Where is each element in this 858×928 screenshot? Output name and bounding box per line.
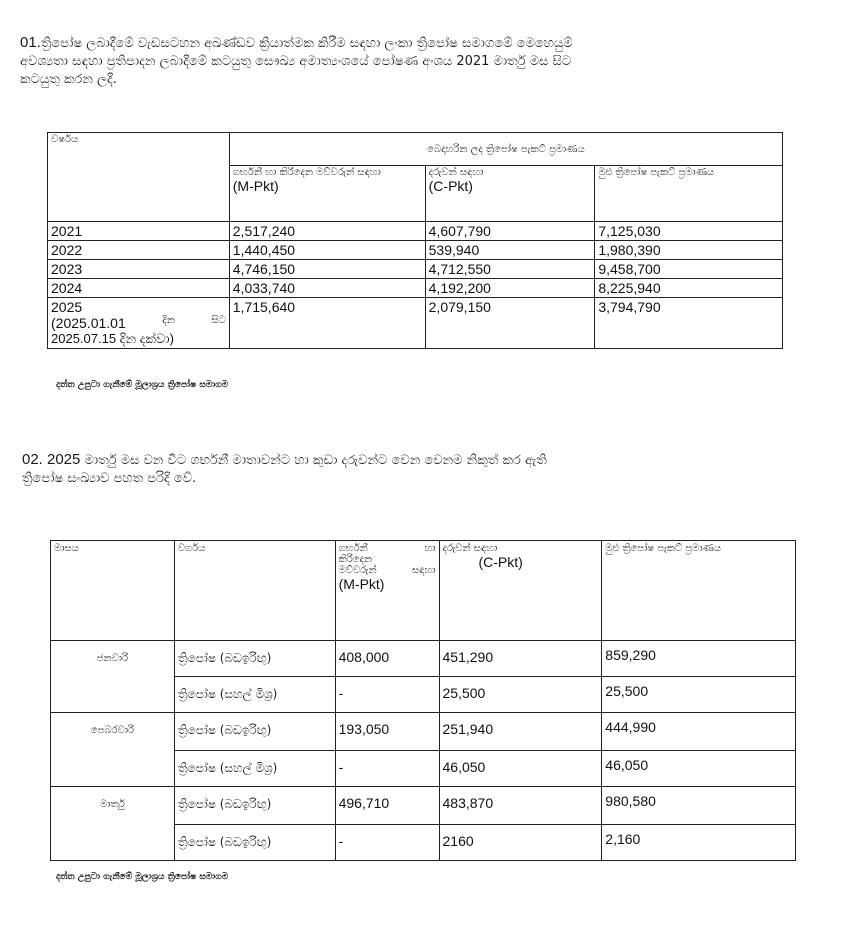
- header-m-pkt-line-1: [339, 543, 436, 554]
- cell-month: ජනවාරි: [51, 641, 175, 713]
- header-c-pkt-code: (C-Pkt): [428, 178, 473, 194]
- table-row: [48, 298, 783, 349]
- distribution-by-year-table: [47, 132, 783, 349]
- source-note-2: දත්ත උපුටා ගැනීමේ මූලාශ්‍රය ත්‍රිපෝෂ සමාගම: [56, 872, 229, 882]
- cell-m-pkt: 2,517,240: [229, 222, 425, 241]
- cell-type: ත්‍රිපෝෂ (බඩඉරිඟු): [174, 713, 335, 751]
- header-month: මාසය: [51, 541, 175, 641]
- cell-m-pkt: 496,710: [335, 787, 439, 825]
- cell-year: 2025: [51, 299, 83, 315]
- cell-m-pkt: 193,050: [335, 713, 439, 751]
- header-c-pkt: [439, 541, 602, 641]
- header-distributed-packets: බෙදාහරින ලද ත්‍රිපෝෂ පැකට් ප්‍රමාණය: [229, 133, 782, 166]
- cell-c-pkt: 4,607,790: [425, 222, 595, 241]
- table-row: [51, 713, 796, 751]
- cell-m-pkt: 4,746,150: [229, 260, 425, 279]
- range-start-date: (2025.01.01: [51, 315, 126, 331]
- cell-c-pkt: 46,050: [439, 751, 602, 787]
- header-year: වර්ෂය: [48, 133, 230, 222]
- cell-year-range-start: [51, 315, 226, 331]
- header-c-pkt-sinhala: දරුවන් සඳහා: [442, 543, 498, 554]
- section-2-year: 2025: [47, 451, 81, 468]
- cell-m-pkt: 4,033,740: [229, 279, 425, 298]
- header-c-pkt-code: (C-Pkt): [478, 554, 523, 570]
- section-2-text-line-2: ත්‍රිපෝෂ සංඛ්‍යාව පහත පරිදි වේ.: [22, 471, 197, 486]
- table-row: [48, 260, 783, 279]
- source-note-1: දත්ත උපුටා ගැනීමේ මූලාශ්‍රය ත්‍රිපෝෂ සමාගම: [56, 380, 229, 390]
- header-m-pkt: [229, 166, 425, 222]
- section-2-text-line-1: මාර්තු මස වන විට ගර්භනී මාතාවන්ට හා කුඩා දරුවන්ට වෙන වෙනම නිකුත් කර ඇති: [84, 453, 547, 468]
- cell-total: 1,980,390: [595, 241, 783, 260]
- header-m-word-4: මව්වරුන්: [338, 565, 377, 576]
- cell-c-pkt: 25,500: [439, 677, 602, 713]
- table-row: [51, 787, 796, 825]
- cell-year: 2024: [48, 279, 230, 298]
- section-2-paragraph: [22, 451, 782, 488]
- table-row: [48, 241, 783, 260]
- table-row: [48, 222, 783, 241]
- header-m-word-3: කිරිදෙන: [338, 554, 373, 565]
- range-from-word: සිට: [211, 315, 226, 326]
- cell-type: ත්‍රිපෝෂ (සහල් මිශ්‍ර): [174, 751, 335, 787]
- section-2-number: 02.: [22, 451, 43, 468]
- table-row: [51, 641, 796, 677]
- cell-type: ත්‍රිපෝෂ (බඩඉරිඟු): [174, 787, 335, 825]
- range-end-date: 2025.07.15 දින දක්වා): [51, 331, 174, 346]
- range-day-word: දින: [162, 315, 175, 326]
- cell-total: 859,290: [602, 641, 796, 677]
- header-m-pkt-line-3: [339, 565, 436, 576]
- cell-m-pkt: 1,440,450: [229, 241, 425, 260]
- cell-m-pkt: -: [335, 677, 439, 713]
- cell-c-pkt: 251,940: [439, 713, 602, 751]
- cell-c-pkt: 539,940: [425, 241, 595, 260]
- cell-total: 8,225,940: [595, 279, 783, 298]
- cell-m-pkt: -: [335, 751, 439, 787]
- cell-c-pkt: 4,712,550: [425, 260, 595, 279]
- cell-year: 2021: [48, 222, 230, 241]
- cell-total: 7,125,030: [595, 222, 783, 241]
- cell-m-pkt: -: [335, 825, 439, 861]
- cell-total: 25,500: [602, 677, 796, 713]
- section-1-text-line-2: අවශ්‍යතා සඳහා ප්‍රතිපාදන ලබාදීමේ කටයුතු සෞඛ්‍ය අමාත්‍යංශයේ පෝෂණ අංශය 2021 මාර්තු මස සිට: [20, 54, 572, 69]
- cell-c-pkt: 451,290: [439, 641, 602, 677]
- header-m-pkt-sinhala: ගර්භනී හා කිරිදෙන මව්වරුන් සඳහා: [232, 167, 381, 178]
- monthly-distribution-table: [50, 540, 796, 861]
- cell-year-range: [48, 298, 230, 349]
- cell-c-pkt: 2,079,150: [425, 298, 595, 349]
- cell-total: 980,580: [602, 787, 796, 825]
- cell-total: 9,458,700: [595, 260, 783, 279]
- cell-c-pkt: 483,870: [439, 787, 602, 825]
- header-total-packets: මුළු ත්‍රිපෝෂ පැකට් ප්‍රමාණය: [595, 166, 783, 222]
- section-1-paragraph: [20, 34, 760, 89]
- header-m-word-5: සඳහා: [412, 565, 436, 576]
- cell-type: ත්‍රිපෝෂ (සහල් මිශ්‍ර): [174, 677, 335, 713]
- cell-c-pkt: 2160: [439, 825, 602, 861]
- header-type: වර්ගය: [174, 541, 335, 641]
- header-m-word-2: හා: [424, 543, 436, 554]
- cell-m-pkt: 1,715,640: [229, 298, 425, 349]
- header-total-packets: මුළු ත්‍රිපෝෂ පැකට් ප්‍රමාණය: [602, 541, 796, 641]
- cell-total: 2,160: [602, 825, 796, 861]
- cell-c-pkt: 4,192,200: [425, 279, 595, 298]
- cell-type: ත්‍රිපෝෂ (බඩඉරිඟු): [174, 825, 335, 861]
- cell-type: ත්‍රිපෝෂ (බඩඉරිඟු): [174, 641, 335, 677]
- cell-year: 2023: [48, 260, 230, 279]
- section-1-number: 01.: [20, 34, 41, 51]
- header-m-pkt-code: (M-Pkt): [338, 576, 385, 592]
- cell-total: 444,990: [602, 713, 796, 751]
- header-m-word-1: ගර්භනී: [338, 543, 368, 554]
- section-1-text-line-1: ත්‍රිපෝෂ ලබාදීමේ වැඩසටහන අඛණ්ඩව ක්‍රියාත්මක කිරීම සඳහා ලංකා ත්‍රිපෝෂ සමාගමේ මෙහෙයුම්: [40, 36, 573, 51]
- cell-month: පෙබරවාරි: [51, 713, 175, 787]
- cell-total: 46,050: [602, 751, 796, 787]
- header-m-pkt-code: (M-Pkt): [232, 178, 279, 194]
- cell-month: මාර්තු: [51, 787, 175, 861]
- section-1-text-line-3: කටයුතු කරන ලදී.: [20, 72, 117, 87]
- header-c-pkt-sinhala: දරුවන් සඳහා: [428, 167, 484, 178]
- header-c-pkt: [425, 166, 595, 222]
- cell-total: 3,794,790: [595, 298, 783, 349]
- cell-year: 2022: [48, 241, 230, 260]
- cell-m-pkt: 408,000: [335, 641, 439, 677]
- header-m-pkt: [335, 541, 439, 641]
- table-row: [48, 279, 783, 298]
